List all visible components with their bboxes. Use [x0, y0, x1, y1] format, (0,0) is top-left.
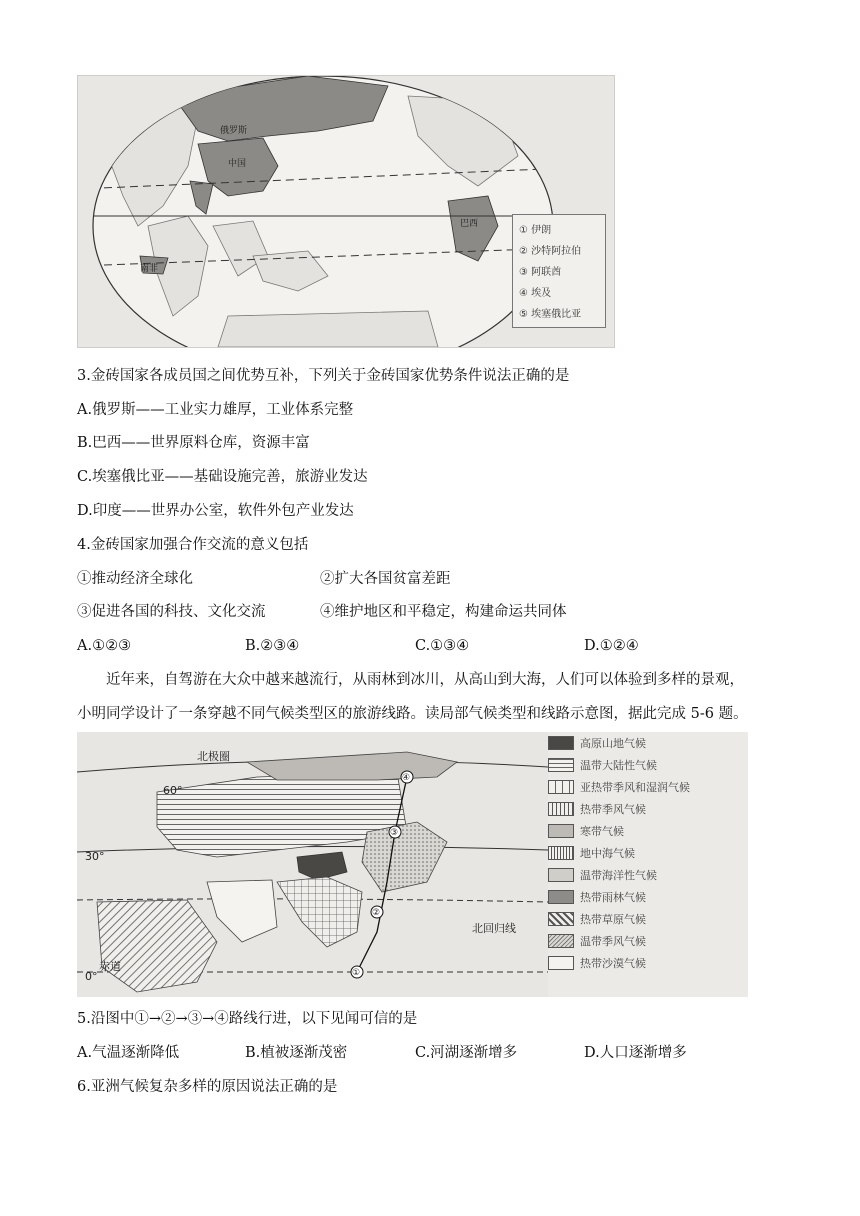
label-russia: 俄罗斯 [220, 126, 248, 136]
q3-stem: 3.金砖国家各成员国之间优势互补，下列关于金砖国家优势条件说法正确的是 [77, 368, 570, 384]
q4-option-a: A.①②③ [77, 638, 132, 654]
legend-item: 温带大陆性气候 [548, 754, 657, 776]
route-marker-1: ① [352, 968, 361, 978]
q5-stem: 5.沿图中①→②→③→④路线行进，以下见闻可信的是 [77, 1011, 418, 1027]
legend-item: 热带沙漠气候 [548, 952, 646, 974]
label-lat-60: 60° [163, 784, 183, 797]
q5-option-a: A.气温逐渐降低 [77, 1045, 180, 1061]
legend-item: 热带雨林气候 [548, 886, 646, 908]
q4-statement-1: ①推动经济全球化 [77, 571, 193, 587]
passage-line-1: 近年来，自驾游在大众中越来越流行，从雨林到冰川，从高山到大海，人们可以体验到多样的景观， [106, 672, 744, 688]
climate-legend [548, 732, 748, 997]
label-lat-0: 0° [85, 970, 98, 983]
q3-option-a: A.俄罗斯——工业实力雄厚，工业体系完整 [77, 402, 354, 418]
legend-item: 温带季风气候 [548, 930, 646, 952]
passage-line-2: 小明同学设计了一条穿越不同气候类型区的旅游线路。读局部气候类型和线路示意图，据此完成 5-6 题。 [77, 706, 748, 722]
legend-egypt: ④ 埃及 [519, 288, 552, 299]
brics-world-map [77, 75, 615, 348]
legend-item: 温带海洋性气候 [548, 864, 657, 886]
q4-stem: 4.金砖国家加强合作交流的意义包括 [77, 537, 309, 553]
q5-option-c: C.河湖逐渐增多 [415, 1045, 518, 1061]
q4-statement-4: ④维护地区和平稳定，构建命运共同体 [320, 604, 567, 620]
legend-item: 地中海气候 [548, 842, 635, 864]
legend-ethiopia: ⑤ 埃塞俄比亚 [519, 309, 582, 320]
legend-item: 热带草原气候 [548, 908, 646, 930]
asia-climate-map [77, 732, 548, 997]
legend-item: 高原山地气候 [548, 732, 646, 754]
route-marker-4: ④ [402, 773, 411, 783]
label-south-africa: 南非 [140, 264, 159, 274]
q4-option-d: D.①②④ [584, 638, 639, 654]
route-marker-2: ② [372, 908, 381, 918]
brics-legend-svg [513, 215, 605, 327]
q4-statement-2: ②扩大各国贫富差距 [320, 571, 451, 587]
q3-option-d: D.印度——世界办公室，软件外包产业发达 [77, 503, 354, 519]
q3-option-b: B.巴西——世界原料仓库，资源丰富 [77, 435, 310, 451]
q6-stem: 6.亚洲气候复杂多样的原因说法正确的是 [77, 1079, 338, 1095]
climate-map-svg [77, 732, 548, 997]
label-lat-30: 30° [85, 850, 105, 863]
brics-legend [512, 214, 606, 328]
label-arctic-circle: 北极圈 [197, 750, 230, 763]
legend-iran: ① 伊朗 [519, 225, 552, 236]
legend-item: 亚热带季风和湿润气候 [548, 776, 690, 798]
legend-item: 热带季风气候 [548, 798, 646, 820]
q4-option-c: C.①③④ [415, 638, 470, 654]
label-tropic-of-cancer: 北回归线 [472, 922, 516, 935]
route-marker-3: ③ [390, 828, 399, 838]
legend-uae: ③ 阿联酋 [519, 267, 562, 278]
q4-option-b: B.②③④ [245, 638, 300, 654]
q5-option-d: D.人口逐渐增多 [584, 1045, 687, 1061]
q3-option-c: C.埃塞俄比亚——基础设施完善，旅游业发达 [77, 469, 368, 485]
label-brazil: 巴西 [460, 219, 479, 229]
q4-statement-3: ③促进各国的科技、文化交流 [77, 604, 266, 620]
legend-item: 寒带气候 [548, 820, 624, 842]
label-china: 中国 [228, 159, 247, 169]
legend-saudi: ② 沙特阿拉伯 [519, 246, 582, 257]
q5-option-b: B.植被逐渐茂密 [245, 1045, 348, 1061]
label-equator: 赤道 [99, 960, 121, 973]
